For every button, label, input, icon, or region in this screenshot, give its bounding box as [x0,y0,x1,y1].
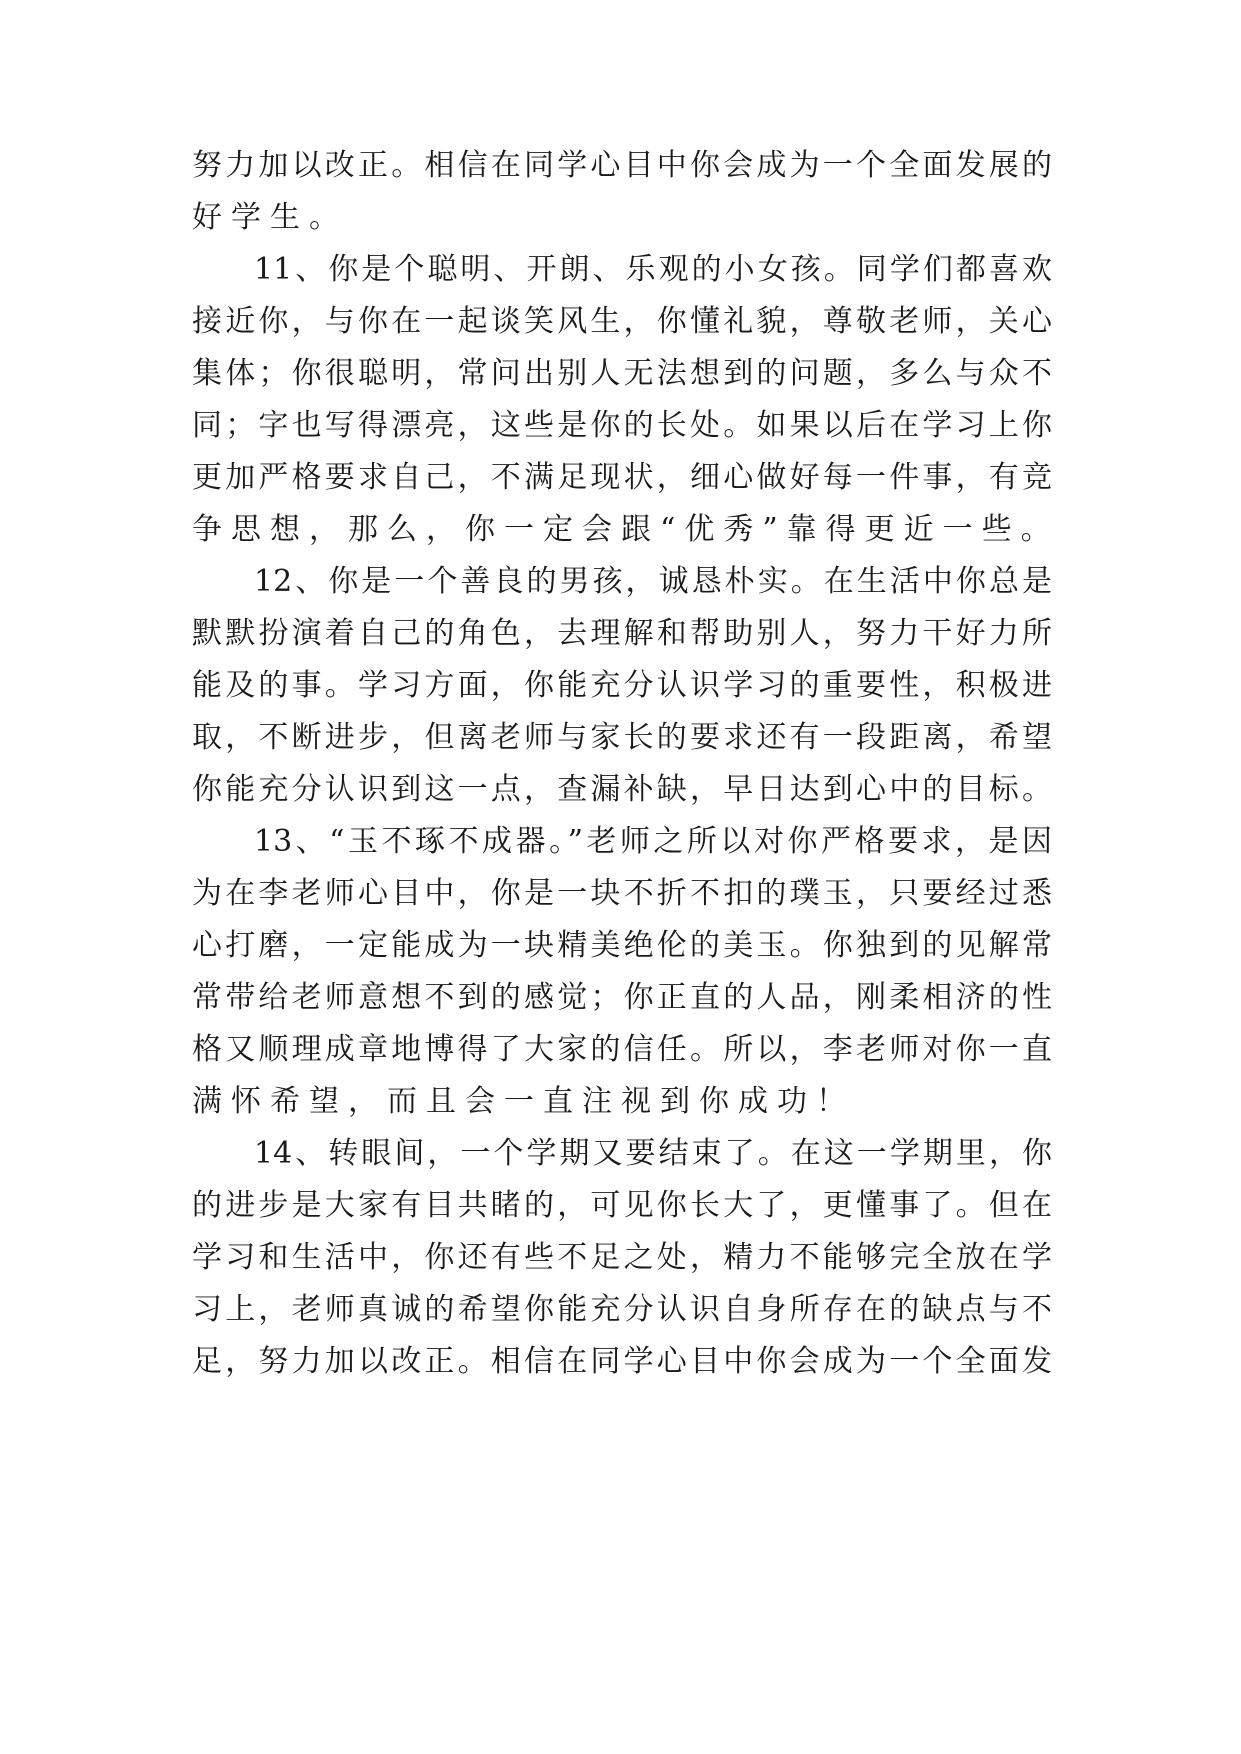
text-line: 好学生。 [192,200,348,235]
text-line: 的进步是大家有目共睹的，可见你长大了，更懂事了。但在 [192,1188,1052,1223]
text-line: 足，努力加以改正。相信在同学心目中你会成为一个全面发 [192,1344,1052,1379]
text-line: 常带给老师意想不到的感觉；你正直的人品，刚柔相济的性 [192,980,1052,1015]
text-line: 习上，老师真诚的希望你能充分认识自身所存在的缺点与不 [192,1292,1052,1327]
text-line: 努力加以改正。相信在同学心目中你会成为一个全面发展的 [192,148,1052,183]
text-line: 争思想，那么，你一定会跟“优秀”靠得更近一些。 [192,512,1060,547]
text-line: 接近你，与你在一起谈笑风生，你懂礼貌，尊敬老师，关心 [192,304,1052,339]
paragraph-13-first-line: 13、“玉不琢不成器。”老师之所以对你严格要求，是因 [254,824,1052,859]
text-line: 心打磨，一定能成为一块精美绝伦的美玉。你独到的见解常 [192,928,1052,963]
paragraph-14-first-line: 14、转眼间，一个学期又要结束了。在这一学期里，你 [254,1136,1052,1171]
text-line: 学习和生活中，你还有些不足之处，精力不能够完全放在学 [192,1240,1052,1275]
text-line: 同；字也写得漂亮，这些是你的长处。如果以后在学习上你 [192,408,1052,443]
text-line: 默默扮演着自己的角色，去理解和帮助别人，努力干好力所 [192,616,1052,651]
text-line: 集体；你很聪明，常问出别人无法想到的问题，多么与众不 [192,356,1052,391]
text-line: 能及的事。学习方面，你能充分认识学习的重要性，积极进 [192,668,1052,703]
paragraph-12-first-line: 12、你是一个善良的男孩，诚恳朴实。在生活中你总是 [254,564,1052,599]
text-line: 更加严格要求自己，不满足现状，细心做好每一件事，有竞 [192,460,1052,495]
paragraph-11-first-line: 11、你是个聪明、开朗、乐观的小女孩。同学们都喜欢 [254,252,1052,287]
text-line: 为在李老师心目中，你是一块不折不扣的璞玉，只要经过悉 [192,876,1052,911]
text-line: 取，不断进步，但离老师与家长的要求还有一段距离，希望 [192,720,1052,755]
text-line: 格又顺理成章地博得了大家的信任。所以，李老师对你一直 [192,1032,1052,1067]
text-line: 满怀希望，而且会一直注视到你成功！ [192,1084,855,1119]
text-line: 你能充分认识到这一点，查漏补缺，早日达到心中的目标。 [192,772,1052,807]
